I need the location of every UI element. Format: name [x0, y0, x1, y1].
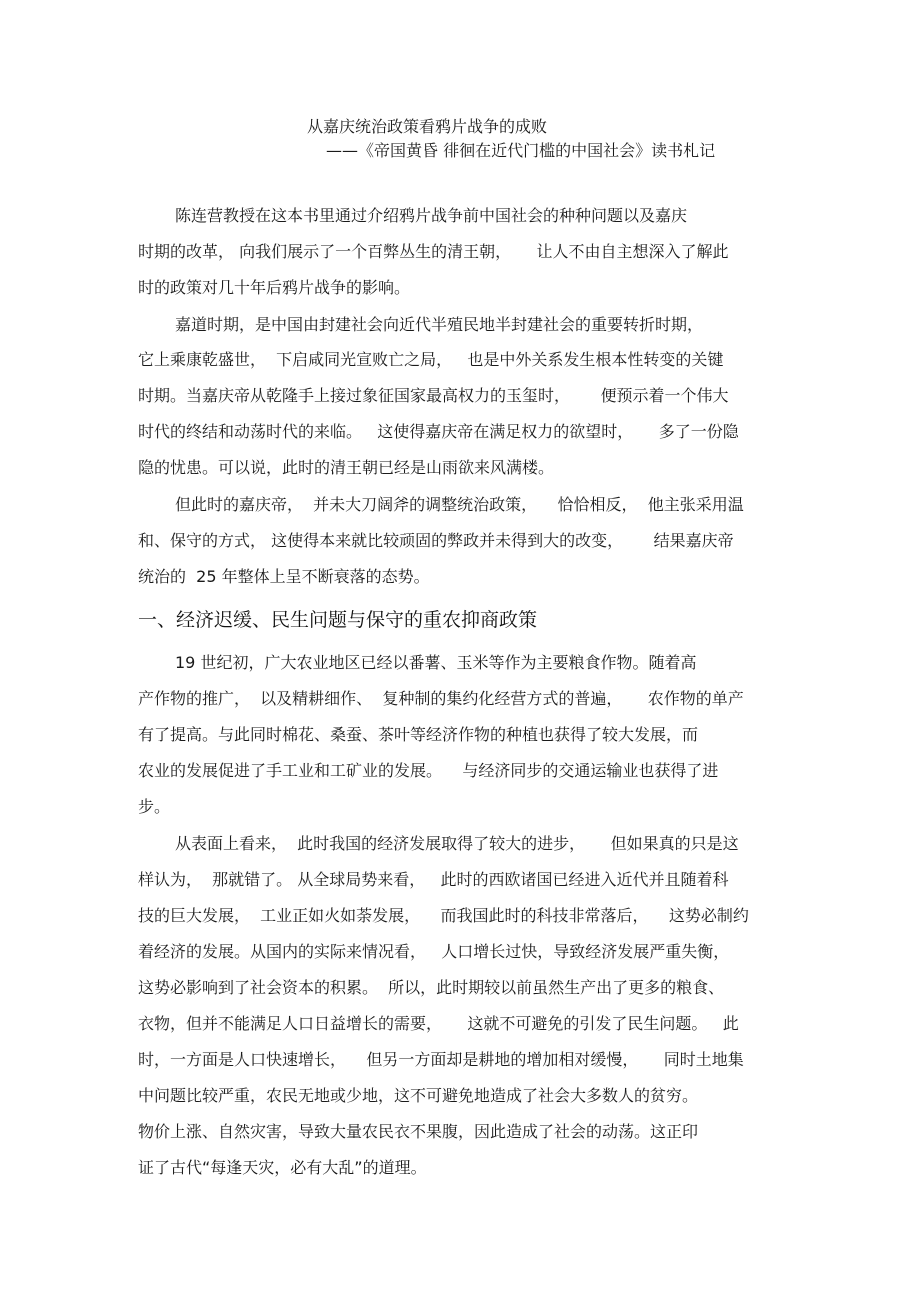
paragraph-line: 技的巨大发展， 工业正如火如荼发展， 而我国此时的科技非常落后， 这势必制约 [138, 906, 749, 925]
paragraph-line: 时期的改革， 向我们展示了一个百弊丛生的清王朝， 让人不由自主想深入了解此 [138, 242, 729, 261]
paragraph-line: 样认为， 那就错了。 从全球局势来看， 此时的西欧诸国已经进入近代并且随着科 [138, 870, 729, 889]
paragraph-line: 时，一方面是人口快速增长， 但另一方面却是耕地的增加相对缓慢， 同时土地集 [138, 1050, 744, 1069]
paragraph-line: 嘉道时期，是中国由封建社会向近代半殖民地半封建社会的重要转折时期， [175, 315, 704, 334]
paragraph-line: 农业的发展促进了手工业和工矿业的发展。 与经济同步的交通运输业也获得了进 [138, 761, 719, 780]
paragraph-line: 步。 [138, 797, 171, 816]
paragraph-line: 着经济的发展。从国内的实际来情况看， 人口增长过快，导致经济发展严重失衡， [138, 942, 730, 961]
paragraph-line: 但此时的嘉庆帝， 并未大刀阔斧的调整统治政策， 恰恰相反， 他主张采用温 [175, 495, 744, 514]
paragraph-line: 中问题比较严重，农民无地或少地，这不可避免地造成了社会大多数人的贫穷。 [138, 1086, 699, 1105]
paragraph-line: 统治的 25 年整体上呈不断衰落的态势。 [138, 567, 430, 586]
paragraph-line: 隐的忧患。可以说，此时的清王朝已经是山雨欲来风满楼。 [138, 458, 555, 477]
paragraph-line: 这势必影响到了社会资本的积累。 所以，此时期较以前虽然生产出了更多的粮食、 [138, 978, 725, 997]
paragraph-line: 从表面上看来， 此时我国的经济发展取得了较大的进步， 但如果真的只是这 [175, 834, 739, 853]
paragraph-line: 产作物的推广， 以及精耕细作、 复种制的集约化经营方式的普遍， 农作物的单产 [138, 689, 744, 708]
paragraph-line: 19 世纪初，广大农业地区已经以番薯、玉米等作为主要粮食作物。随着高 [175, 653, 697, 672]
paragraph-line: 衣物，但并不能满足人口日益增长的需要， 这就不可避免的引发了民生问题。 此 [138, 1014, 739, 1033]
paragraph-line: 时期。当嘉庆帝从乾隆手上接过象征国家最高权力的玉玺时， 便预示着一个伟大 [138, 386, 729, 405]
document-title: 从嘉庆统治政策看鸦片战争的成败 [307, 117, 548, 136]
paragraph-line: 它上乘康乾盛世， 下启咸同光宣败亡之局， 也是中外关系发生根本性转变的关键 [138, 350, 724, 369]
document-subtitle: ——《帝国黄昏 徘徊在近代门槛的中国社会》读书札记 [326, 141, 716, 160]
paragraph-line: 时代的终结和动荡时代的来临。 这使得嘉庆帝在满足权力的欲望时， 多了一份隐 [138, 422, 739, 441]
paragraph-line: 有了提高。与此同时棉花、桑蚕、茶叶等经济作物的种植也获得了较大发展，而 [138, 725, 699, 744]
paragraph-line: 证了古代“每逢天灾，必有大乱”的道理。 [138, 1158, 427, 1177]
section-heading: 一、经济迟缓、民生问题与保守的重农抑商政策 [138, 609, 538, 631]
paragraph-line: 和、保守的方式， 这使得本来就比较顽固的弊政并未得到大的改变， 结果嘉庆帝 [138, 531, 734, 550]
paragraph-line: 陈连营教授在这本书里通过介绍鸦片战争前中国社会的种种问题以及嘉庆 [175, 206, 688, 225]
paragraph-line: 物价上涨、自然灾害，导致大量农民衣不果腹，因此造成了社会的动荡。这正印 [138, 1122, 699, 1141]
paragraph-line: 时的政策对几十年后鸦片战争的影响。 [138, 278, 411, 297]
